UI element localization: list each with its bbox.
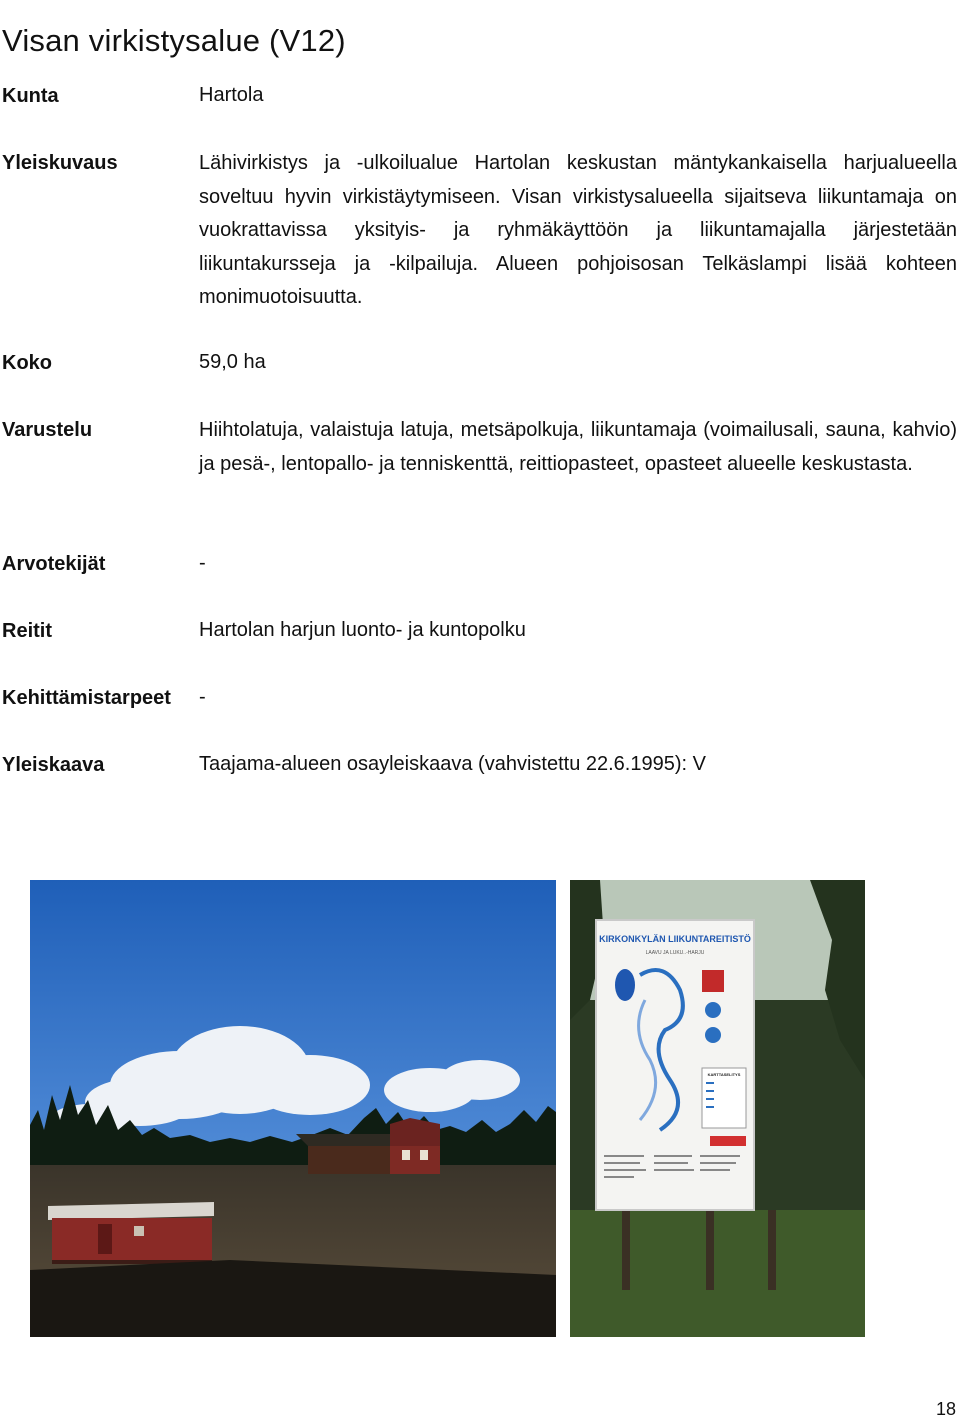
legend-title: KARTTASELITYS bbox=[707, 1072, 741, 1077]
value-varustelu: Hiihtolatuja, valaistuja latuja, metsäpolkuja, liikuntamaja (voimailusali, sauna, kahvio) ja pesä-, lentopallo- ja tenniskenttä, reittiopasteet, opasteet alueelle keskustasta. bbox=[199, 419, 957, 475]
shadow bbox=[30, 1260, 556, 1337]
value-reitit: Hartolan harjun luonto- ja kuntopolku bbox=[199, 619, 526, 641]
label-koko: Koko bbox=[2, 352, 52, 374]
grass bbox=[570, 1210, 865, 1337]
route-sign-image bbox=[570, 880, 865, 1337]
value-arvotekijat: - bbox=[199, 552, 206, 574]
label-arvotekijat: Arvotekijät bbox=[2, 553, 106, 575]
page-title: Visan virkistysalue (V12) bbox=[2, 22, 346, 58]
value-kehittamistarpeet: - bbox=[199, 686, 206, 708]
label-kunta: Kunta bbox=[2, 85, 59, 107]
sign-subtitle: LAAVU JA LUKU..-HARJU bbox=[645, 950, 705, 956]
recreation-area-image bbox=[30, 880, 556, 1337]
label-reitit: Reitit bbox=[2, 620, 52, 642]
value-koko: 59,0 ha bbox=[199, 351, 266, 373]
value-kunta: Hartola bbox=[199, 84, 264, 106]
label-yleiskuvaus: Yleiskuvaus bbox=[2, 152, 118, 174]
photo-recreation-area bbox=[30, 880, 556, 1337]
route-map-sign bbox=[596, 920, 754, 1210]
page-number: 18 bbox=[935, 1399, 956, 1419]
arrow-sign-icon bbox=[710, 1136, 746, 1146]
value-yleiskaava: Taajama-alueen osayleiskaava (vahvistettu 22.6.1995): V bbox=[199, 753, 706, 775]
sign-title: KIRKONKYLÄN LIIKUNTAREITISTÖ bbox=[599, 934, 751, 944]
lake-shape bbox=[615, 969, 635, 1001]
photo-route-sign bbox=[570, 880, 865, 1337]
label-varustelu: Varustelu bbox=[2, 419, 93, 441]
route-symbol-icon bbox=[705, 1002, 721, 1018]
label-kehittamistarpeet: Kehittämistarpeet bbox=[2, 687, 171, 709]
crest-icon bbox=[702, 970, 724, 992]
red-shed bbox=[48, 1202, 214, 1264]
value-yleiskuvaus: Lähivirkistys ja -ulkoilualue Hartolan keskustan mäntykankaisella harjualueella soveltuu hyvin virkistäytymiseen. Visan virkistysalueella sijaitseva liikuntamaja on vuokrattavissa yksityis- ja ryhmäkäyttöön ja liikuntamajalla järjestetään liikuntakursseja ja -kilpailuja. Alueen pohjoisosan Telkäslampi lisää kohteen monimuotoisuutta. bbox=[199, 152, 957, 309]
label-yleiskaava: Yleiskaava bbox=[2, 754, 105, 776]
